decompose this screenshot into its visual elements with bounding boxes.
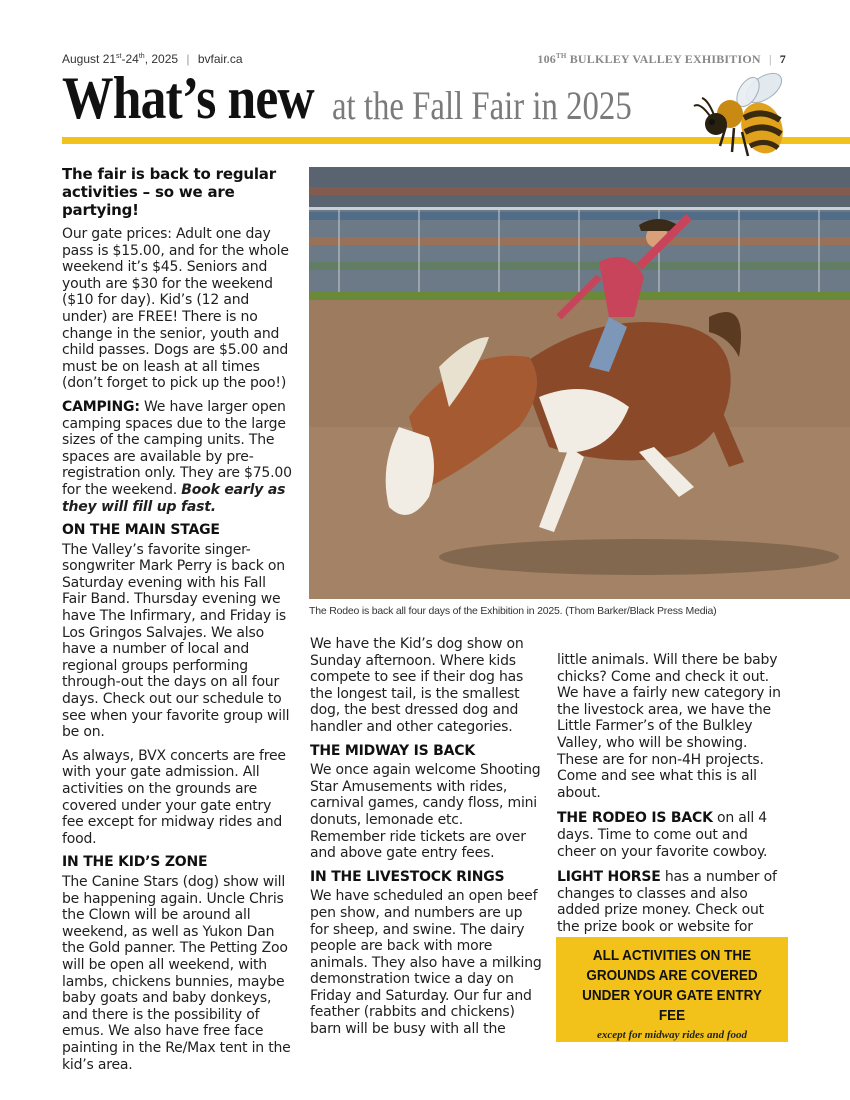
camping-paragraph: CAMPING: We have larger open camping spaces due to the large sizes of the camping units. The spaces are available by pre-registration only. They are $75.00 for the weekend. Book early as they will fill up fast. (62, 398, 292, 515)
livestock-paragraph: We have scheduled an open beef pen show, and numbers are up for sheep, and swine. The dairy people are back with more animals. They also have a milking demonstration twice a day on Friday and Saturday. Our fur and feather (rabbits and chickens) barn will be busy with all the (310, 888, 542, 1038)
main-stage-paragraph: The Valley’s favorite singer-songwriter Mark Perry is back on Saturday evening with his Fall Fair Band. Thursday evening we have The Infirmary, and Friday is Los Gringos Salvajes. We also have a number of local and regional groups performing through-out the days on all four days. Check out our schedule to see when your favorite group will be on. (62, 541, 290, 741)
heading-kids-zone: IN THE KID’S ZONE (62, 854, 208, 871)
light-horse-paragraph: LIGHT HORSE has a number of changes to classes and also added prize money. Check out the prize book or website for (557, 869, 777, 935)
column-right (557, 652, 789, 961)
bee-icon (690, 62, 800, 172)
page-title (62, 65, 632, 131)
column-middle (310, 636, 542, 1045)
midway-paragraph: We once again welcome Shooting Star Amusements with rides, carnival games, candy floss, mini donuts, lemonade etc. Remember ride tickets are over and above gate entry fees. (310, 762, 541, 862)
gate-fee-callout (556, 937, 788, 1042)
title-main: What’s new (62, 65, 314, 131)
page-number: 7 (779, 52, 786, 66)
column-left (62, 165, 294, 1080)
rodeo-paragraph: THE RODEO IS BACK on all 4 days. Time to come out and cheer on your favorite cowboy. (557, 810, 768, 860)
heading-livestock: IN THE LIVESTOCK RINGS (310, 868, 505, 885)
lead-heading: The fair is back to regular activities – so we are partying! (62, 165, 276, 219)
dog-show-paragraph: We have the Kid’s dog show on Sunday afternoon. Where kids compete to see if their dog has the longest tail, is the smallest dog, the best dressed dog and handler and other categories. (310, 636, 524, 735)
photo-caption: The Rodeo is back all four days of the Exhibition in 2025. (Thom Barker/Black Press Media) (309, 605, 717, 617)
title-sub: at the Fall Fair in 2025 (332, 83, 632, 128)
gate-prices-paragraph: Our gate prices: Adult one day pass is $15.00, and for the whole weekend it’s $45. Seniors and youth are $30 for the weekend ($10 for day). Kid’s (12 and under) are FREE! There is no change in the senior, youth and child passes. Dogs are $5.00 and must be on leash at all times (don’t forget to pick up the poo!) (62, 226, 289, 392)
heading-midway: THE MIDWAY IS BACK (310, 742, 475, 759)
site-url[interactable]: bvfair.ca (197, 52, 243, 66)
rodeo-photo (309, 167, 850, 599)
issue-date-line: August 21st-24th, 2025 | bvfair.ca (62, 52, 243, 66)
callout-headline: ALL ACTIVITIES ON THE GROUNDS ARE COVERED UNDER YOUR GATE ENTRY FEE (582, 947, 762, 1024)
edition-line: 106TH BULKLEY VALLEY EXHIBITION | 7 (537, 52, 786, 66)
livestock-continued-paragraph: little animals. Will there be baby chicks? Come and check it out. We have a fairly new category in the livestock area, we have the Little Farmer’s of the Bulkley Valley, who will be showing. These are for non-4H projects. Come and see what this is all about. (557, 652, 781, 801)
concerts-paragraph: As always, BVX concerts are free with your gate admission. All activities on the grounds are covered under your gate entry fee except for midway rides and food. (62, 747, 286, 847)
callout-note: except for midway rides and food (596, 1029, 747, 1041)
kids-zone-paragraph: The Canine Stars (dog) show will be happening again. Uncle Chris the Clown will be around all weekend, as well as Yukon Dan the Gold panner. The Petting Zoo will be open all weekend, with lambs, chickens bunnies, maybe baby goats and baby donkeys, and there is the possibility of emus. We also have free face painting in the Re/Max tent in the kid’s area. (62, 873, 291, 1073)
heading-main-stage: ON THE MAIN STAGE (62, 522, 220, 539)
